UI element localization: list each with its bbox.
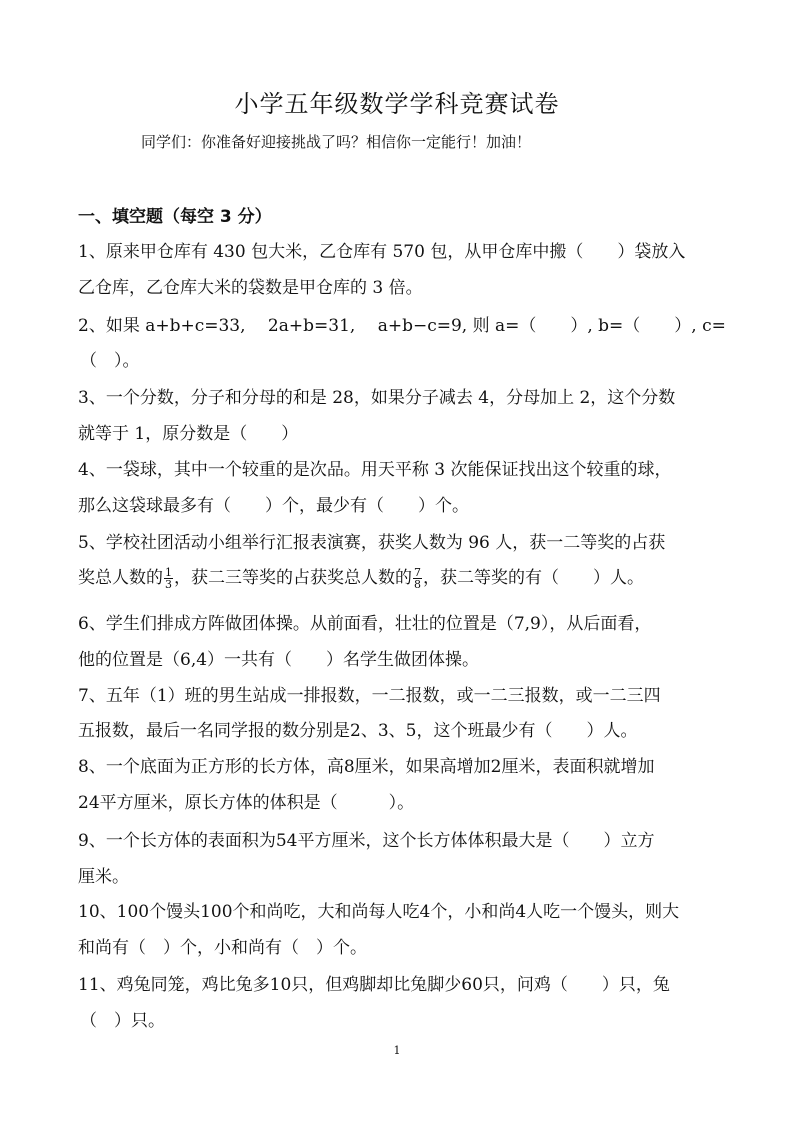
question-5-text-c: ，获二等奖的有（ ）人。	[423, 568, 644, 588]
section-heading: 一、填空题（每空 3 分）	[78, 207, 272, 227]
fraction-one-third	[164, 567, 173, 590]
question-1-line-1: 1、原来甲仓库有 430 包大米，乙仓库有 570 包，从甲仓库中搬（ ）袋放入	[78, 242, 686, 262]
question-9-line-2: 厘米。	[78, 867, 129, 887]
fraction-numerator: 7	[414, 566, 421, 579]
question-4-line-1: 4、一袋球，其中一个较重的是次品。用天平称 3 次能保证找出这个较重的球，	[78, 460, 672, 480]
question-5-text-b: ，获二三等奖的占获奖总人数的	[174, 568, 412, 588]
question-4-line-2: 那么这袋球最多有（ ）个，最少有（ ）个。	[78, 496, 469, 516]
question-3-line-2: 就等于 1，原分数是（ ）	[78, 424, 299, 444]
question-6-line-2: 他的位置是（6,4）一共有（ ）名学生做团体操。	[78, 650, 480, 670]
question-7-line-2: 五报数，最后一名同学报的数分别是2、3、5，这个班最少有（ ）人。	[78, 721, 638, 741]
question-11-line-2: （ ）只。	[80, 1011, 165, 1031]
fraction-denominator: 3	[165, 578, 172, 591]
question-1-line-2: 乙仓库，乙仓库大米的袋数是甲仓库的 3 倍。	[78, 278, 423, 298]
fraction-seven-eighths	[413, 567, 422, 590]
fraction-denominator: 8	[414, 578, 421, 591]
question-8-line-2: 24平方厘米，原长方体的体积是（ ）。	[78, 793, 415, 813]
greeting-text: 同学们：你准备好迎接挑战了吗？相信你一定能行！加油！	[141, 133, 532, 151]
page-title: 小学五年级数学学科竞赛试卷	[234, 90, 560, 118]
question-5-line-1: 5、学校社团活动小组举行汇报表演赛，获奖人数为 96 人，获一二等奖的占获	[78, 533, 666, 553]
question-2-line-2: （ ）。	[80, 351, 140, 371]
question-10-line-1: 10、100个馒头100个和尚吃，大和尚每人吃4个，小和尚4人吃一个馒头，则大	[78, 902, 680, 922]
fraction-numerator: 1	[165, 566, 172, 579]
question-10-line-2: 和尚有（ ）个，小和尚有（ ）个。	[78, 938, 367, 958]
question-8-line-1: 8、一个底面为正方形的长方体，高8厘米，如果高增加2厘米，表面积就增加	[78, 757, 655, 777]
page-number: 1	[393, 1044, 401, 1057]
question-2-line-1: 2、如果 a+b+c=33, 2a+b=31, a+b−c=9, 则 a=（ ）, b=（ ）, c=	[78, 316, 726, 336]
question-7-line-1: 7、五年（1）班的男生站成一排报数，一二报数，或一二三报数，或一二三四	[78, 686, 661, 706]
question-6-line-1: 6、学生们排成方阵做团体操。从前面看，壮壮的位置是（7,9），从后面看，	[78, 614, 652, 634]
question-5-text-a: 奖总人数的	[78, 568, 163, 588]
question-5-line-2	[78, 563, 644, 590]
question-11-line-1: 11、鸡兔同笼，鸡比兔多10只，但鸡脚却比兔脚少60只，问鸡（ ）只，兔	[78, 975, 670, 995]
question-3-line-1: 3、一个分数，分子和分母的和是 28，如果分子减去 4，分母加上 2，这个分数	[78, 388, 676, 408]
question-9-line-1: 9、一个长方体的表面积为54平方厘米，这个长方体体积最大是（ ）立方	[78, 831, 655, 851]
